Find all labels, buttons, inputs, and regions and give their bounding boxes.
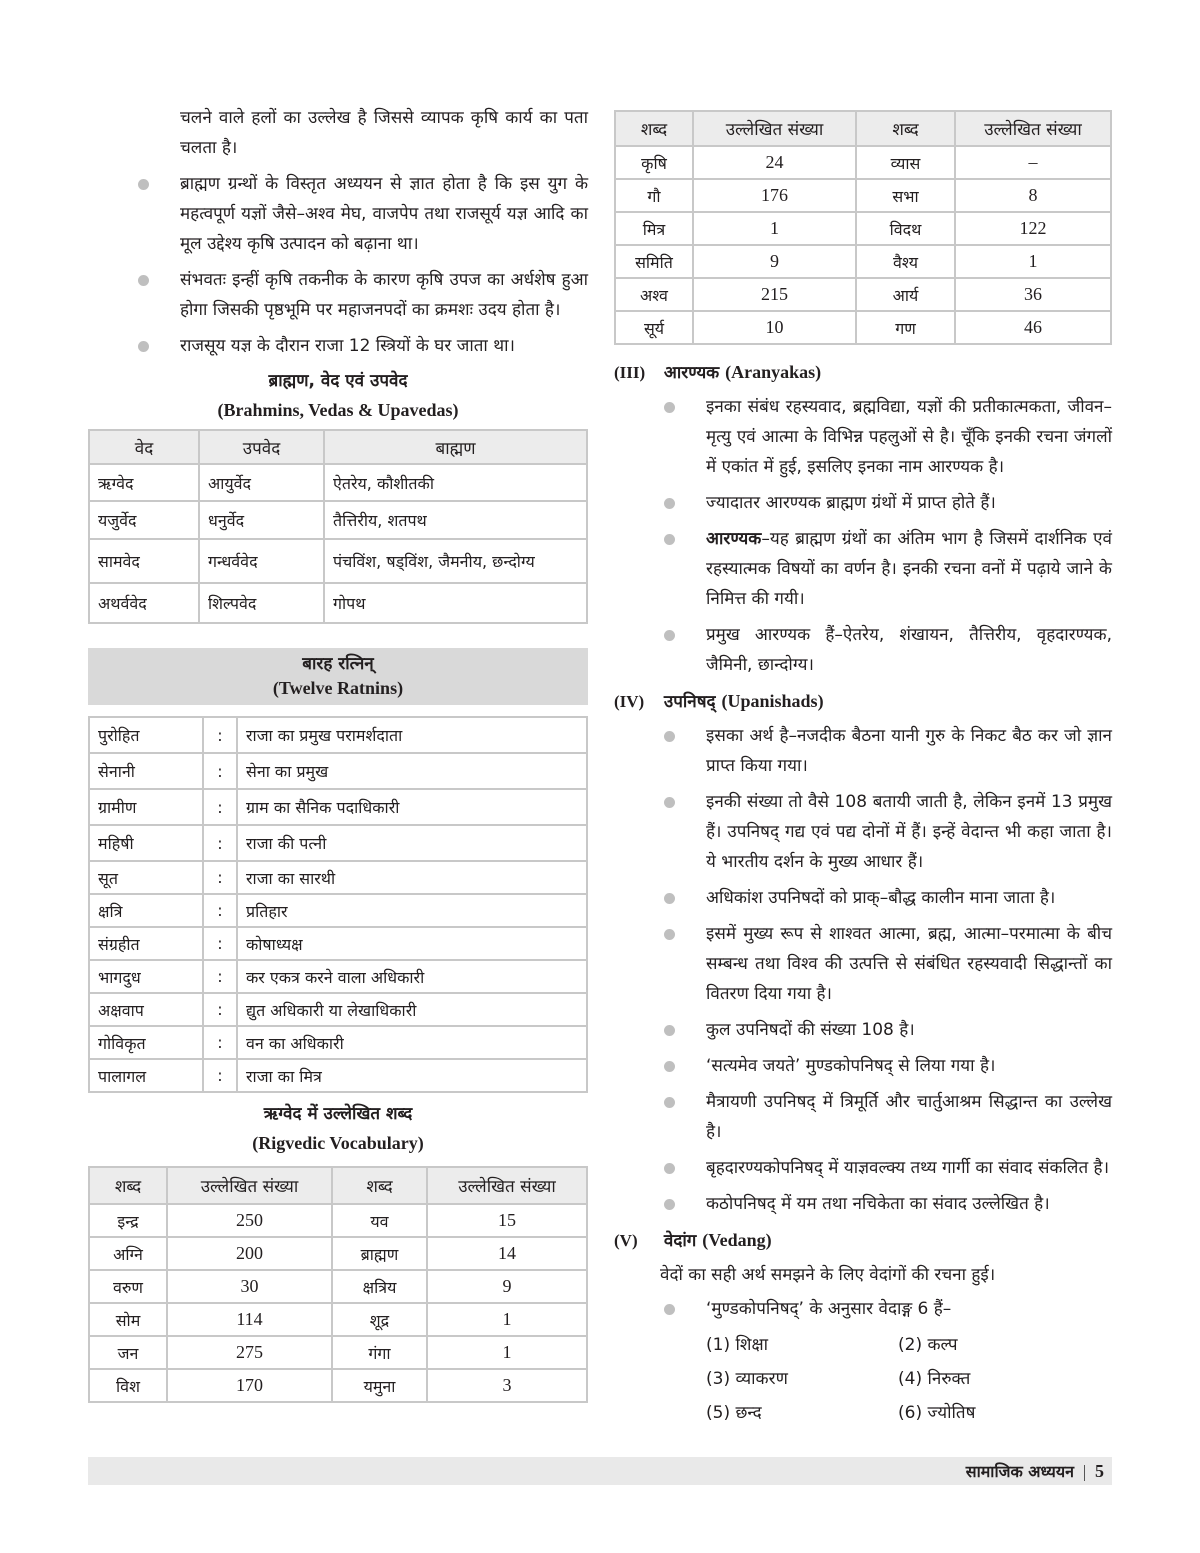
table-row: [615, 146, 1111, 179]
count-cell: 114: [167, 1303, 332, 1336]
count-cell: 122: [955, 212, 1111, 245]
table-row: [89, 1369, 587, 1402]
count-cell: 275: [167, 1336, 332, 1369]
vocab-caption-english: (Rigvedic Vocabulary): [252, 1133, 424, 1153]
ratnin-role: कर एकत्र करने वाला अधिकारी: [237, 960, 587, 993]
table-header: उल्लेखित संख्या: [693, 111, 856, 146]
count-cell: 24: [693, 146, 856, 179]
table-cell: धनुर्वेद: [199, 501, 324, 539]
word-cell: मित्र: [615, 212, 693, 245]
table-header: शब्द: [89, 1167, 167, 1204]
table-cell: यजुर्वेद: [89, 501, 199, 539]
section-number: (IV): [614, 692, 645, 711]
ratnin-colon: :: [203, 861, 237, 894]
table-cell: आयुर्वेद: [199, 464, 324, 501]
table-row: [615, 179, 1111, 212]
table-cell: तैत्तिरीय, शतपथ: [324, 501, 587, 539]
ratnin-role: कोषाध्यक्ष: [237, 927, 587, 960]
table-row: [615, 278, 1111, 311]
ratnin-title: अक्षवाप: [89, 993, 203, 1026]
ratnin-colon: :: [203, 717, 237, 753]
table-row: [615, 212, 1111, 245]
count-cell: 10: [693, 311, 856, 344]
word-cell: जन: [89, 1336, 167, 1369]
word-cell: शूद्र: [332, 1303, 427, 1336]
vedang-bullets: [614, 1294, 1112, 1324]
list-item: ‘सत्यमेव जयते’ मुण्डकोपनिषद् से लिया गया है।: [614, 1051, 1112, 1081]
count-cell: 30: [167, 1270, 332, 1303]
ratnin-colon: :: [203, 753, 237, 789]
table-header: उल्लेखित संख्या: [427, 1167, 587, 1204]
list-item: अधिकांश उपनिषदों को प्राक्–बौद्ध कालीन माना जाता है।: [614, 883, 1112, 913]
count-cell: 15: [427, 1204, 587, 1237]
vedas-table-caption: [88, 367, 588, 425]
ratnins-heading-english: (Twelve Ratnins): [272, 678, 404, 698]
ratnin-role: राजा का प्रमुख परामर्शदाता: [237, 717, 587, 753]
table-cell: अथर्ववेद: [89, 583, 199, 623]
word-cell: सभा: [856, 179, 955, 212]
ratnin-role: राजा का सारथी: [237, 861, 587, 894]
table-header: शब्द: [615, 111, 693, 146]
count-cell: 1: [427, 1303, 587, 1336]
word-cell: ब्राह्मण: [332, 1237, 427, 1270]
count-cell: 8: [955, 179, 1111, 212]
vedang-items: [614, 1330, 1112, 1428]
ratnin-title: सूत: [89, 861, 203, 894]
ratnins-heading-hindi: बारह रत्निन्: [302, 654, 374, 674]
ratnin-title: ग्रामीण: [89, 789, 203, 825]
list-item: [614, 524, 1112, 614]
table-row: [89, 1059, 587, 1092]
table-cell: ऋग्वेद: [89, 464, 199, 501]
vedang-heading: [614, 1225, 1112, 1256]
word-cell: क्षत्रिय: [332, 1270, 427, 1303]
vedas-table-body: [89, 464, 587, 623]
word-cell: इन्द्र: [89, 1204, 167, 1237]
ratnin-title: पालागल: [89, 1059, 203, 1092]
list-item: इनका संबंध रहस्यवाद, ब्रह्मविद्या, यज्ञों की प्रतीकात्मकता, जीवन–मृत्यु एवं आत्मा के विभिन्न पहलुओं से है। चूँकि इनकी रचना जंगलों में एकांत में हुई, इसलिए इनका नाम आरण्यक है।: [614, 392, 1112, 482]
table-row: [89, 1204, 587, 1237]
count-cell: 9: [427, 1270, 587, 1303]
vocab-caption-hindi: ऋग्वेद में उल्लेखित शब्द: [263, 1104, 413, 1124]
word-cell: विदथ: [856, 212, 955, 245]
table-row: [89, 753, 587, 789]
list-item: इसका अर्थ है–नजदीक बैठना यानी गुरु के निकट बैठ कर जो ज्ञान प्राप्त किया गया।: [614, 721, 1112, 781]
ratnin-colon: :: [203, 789, 237, 825]
list-item: इसमें मुख्य रूप से शाश्वत आत्मा, ब्रह्म, आत्मा–परमात्मा के बीच सम्बन्ध तथा विश्व की उत्पत्ति से संबंधित रहस्यवादी सिद्धान्तों का वितरण दिया गया है।: [614, 919, 1112, 1009]
table-header: शब्द: [856, 111, 955, 146]
ratnins-table-body: [89, 717, 587, 1092]
vocab-table-caption: [88, 1100, 588, 1158]
ratnin-colon: :: [203, 894, 237, 927]
ratnin-title: पुरोहित: [89, 717, 203, 753]
count-cell: 36: [955, 278, 1111, 311]
count-cell: 250: [167, 1204, 332, 1237]
right-column: [614, 0, 1112, 1428]
count-cell: 170: [167, 1369, 332, 1402]
table-row: [89, 583, 587, 623]
word-cell: समिति: [615, 245, 693, 278]
table-row: [89, 464, 587, 501]
table-row: [89, 861, 587, 894]
count-cell: 215: [693, 278, 856, 311]
ratnin-colon: :: [203, 825, 237, 861]
word-cell: सोम: [89, 1303, 167, 1336]
word-cell: गंगा: [332, 1336, 427, 1369]
section-title-english: (Aranyakas): [725, 362, 822, 382]
table-row: [89, 960, 587, 993]
count-cell: 14: [427, 1237, 587, 1270]
word-cell: विश: [89, 1369, 167, 1402]
table-cell: गोपथ: [324, 583, 587, 623]
table-cell: ऐतरेय, कौशीतकी: [324, 464, 587, 501]
table-header: उल्लेखित संख्या: [955, 111, 1111, 146]
ratnin-role: राजा की पत्नी: [237, 825, 587, 861]
upanishads-bullets: [614, 721, 1112, 1219]
section-title-hindi: उपनिषद्: [663, 692, 716, 712]
word-cell: यमुना: [332, 1369, 427, 1402]
table-row: [89, 927, 587, 960]
ratnin-role: सेना का प्रमुख: [237, 753, 587, 789]
count-cell: 1: [427, 1336, 587, 1369]
bullet-text: –यह ब्राह्मण ग्रंथों का अंतिम भाग है जिसमें दार्शनिक एवं रहस्यात्मक विषयों का वर्णन है। इनकी रचना वनों में पढ़ाये जाने के निमित्त की गयी।: [706, 529, 1112, 609]
table-cell: पंचविंश, षड्विंश, जैमनीय, छन्दोग्य: [324, 539, 587, 583]
list-item: बृहदारण्यकोपनिषद् में याज्ञवल्क्य तथ्य गार्गी का संवाद संकलित है।: [614, 1153, 1112, 1183]
ratnin-title: संग्रहीत: [89, 927, 203, 960]
list-item: ब्राह्मण ग्रन्थों के विस्तृत अध्ययन से ज्ञात होता है कि इस युग के महत्वपूर्ण यज्ञों जैसे–अश्व मेघ, वाजपेप तथा राजसूर्य यज्ञ आदि का मूल उद्देश्य कृषि उत्पादन को बढ़ाना था।: [88, 169, 588, 259]
bold-lead: आरण्यक: [706, 529, 762, 549]
word-cell: वैश्य: [856, 245, 955, 278]
word-cell: वरुण: [89, 1270, 167, 1303]
word-cell: व्यास: [856, 146, 955, 179]
count-cell: 9: [693, 245, 856, 278]
footer-divider: [1084, 1465, 1085, 1481]
section-title-hindi: आरण्यक: [663, 363, 720, 383]
vocab-table-continued-body: [615, 146, 1111, 344]
ratnin-colon: :: [203, 1026, 237, 1059]
section-title-english: (Upanishads): [721, 691, 824, 711]
table-row: [89, 501, 587, 539]
table-row: [89, 1237, 587, 1270]
word-cell: गौ: [615, 179, 693, 212]
list-item: संभवतः इन्हीं कृषि तकनीक के कारण कृषि उपज का अर्धशेष हुआ होगा जिसकी पृष्ठभूमि पर महाजनपदों का क्रमशः उदय होता है।: [88, 265, 588, 325]
table-cell: शिल्पवेद: [199, 583, 324, 623]
ratnin-title: भागदुध: [89, 960, 203, 993]
section-title-hindi: वेदांग: [663, 1231, 697, 1251]
table-row: [89, 1336, 587, 1369]
vedang-item: (5) छन्द: [706, 1403, 762, 1423]
aranyakas-heading: [614, 357, 1112, 388]
word-cell: अग्नि: [89, 1237, 167, 1270]
count-cell: 46: [955, 311, 1111, 344]
list-item: कठोपनिषद् में यम तथा नचिकेता का संवाद उल्लेखित है।: [614, 1189, 1112, 1219]
list-item: राजसूय यज्ञ के दौरान राजा 12 स्त्रियों के घर जाता था।: [88, 331, 588, 361]
vedang-item: (1) शिक्षा: [706, 1335, 769, 1355]
word-cell: गण: [856, 311, 955, 344]
table-row: [615, 311, 1111, 344]
table-row: [89, 825, 587, 861]
ratnin-role: ग्राम का सैनिक पदाधिकारी: [237, 789, 587, 825]
table-header: उल्लेखित संख्या: [167, 1167, 332, 1204]
left-column: [88, 0, 588, 1403]
ratnin-colon: :: [203, 960, 237, 993]
table-header: वेद: [89, 430, 199, 464]
ratnins-table: [88, 716, 588, 1093]
count-cell: 200: [167, 1237, 332, 1270]
vedas-table: [88, 429, 588, 624]
list-item: ‘मुण्डकोपनिषद्’ के अनुसार वेदाङ्ग 6 हैं–: [614, 1294, 1112, 1324]
count-cell: 176: [693, 179, 856, 212]
count-cell: 3: [427, 1369, 587, 1402]
section-number: (V): [614, 1231, 638, 1250]
table-row: [89, 993, 587, 1026]
vedas-caption-hindi: ब्राह्मण, वेद एवं उपवेद: [268, 371, 408, 391]
ratnin-title: क्षत्रि: [89, 894, 203, 927]
ratnin-colon: :: [203, 993, 237, 1026]
table-row: [89, 539, 587, 583]
table-row: [89, 717, 587, 753]
table-row: [89, 789, 587, 825]
page-footer: [88, 1457, 1112, 1485]
vedang-item: (3) व्याकरण: [706, 1369, 788, 1389]
list-item: कुल उपनिषदों की संख्या 108 है।: [614, 1015, 1112, 1045]
upanishads-heading: [614, 686, 1112, 717]
list-item: मैत्रायणी उपनिषद् में त्रिमूर्ति और चार्तुआश्रम सिद्धान्त का उल्लेख है।: [614, 1087, 1112, 1147]
table-row: [89, 1303, 587, 1336]
word-cell: यव: [332, 1204, 427, 1237]
table-cell: गन्धर्ववेद: [199, 539, 324, 583]
table-row: [89, 1026, 587, 1059]
ratnin-role: प्रतिहार: [237, 894, 587, 927]
list-item: प्रमुख आरण्यक हैं–ऐतरेय, शंखायन, तैत्तिरीय, वृहदारण्यक, जैमिनी, छान्दोग्य।: [614, 620, 1112, 680]
intro-paragraph: चलने वाले हलों का उल्लेख है जिससे व्यापक कृषि कार्य का पता चलता है।: [180, 108, 588, 158]
table-row: [89, 894, 587, 927]
vocab-table-continued: [614, 110, 1112, 345]
ratnin-title: गोविकृत: [89, 1026, 203, 1059]
ratnin-role: द्युत अधिकारी या लेखाधिकारी: [237, 993, 587, 1026]
count-cell: –: [955, 146, 1111, 179]
table-header: शब्द: [332, 1167, 427, 1204]
ratnin-colon: :: [203, 927, 237, 960]
vocab-table: [88, 1166, 588, 1403]
footer-subject: सामाजिक अध्ययन: [965, 1462, 1074, 1481]
vedang-item: (4) निरुक्त: [898, 1369, 971, 1389]
section-title-english: (Vedang): [702, 1230, 772, 1250]
word-cell: सूर्य: [615, 311, 693, 344]
word-cell: अश्व: [615, 278, 693, 311]
table-header: उपवेद: [199, 430, 324, 464]
vocab-table-body: [89, 1204, 587, 1402]
word-cell: कृषि: [615, 146, 693, 179]
list-item: इनकी संख्या तो वैसे 108 बतायी जाती है, लेकिन इनमें 13 प्रमुख हैं। उपनिषद् गद्य एवं पद्य दोनों में हैं। इन्हें वेदान्त भी कहा जाता है। ये भारतीय दर्शन के मुख्य आधार हैं।: [614, 787, 1112, 877]
count-cell: 1: [955, 245, 1111, 278]
vedang-intro: वेदों का सही अर्थ समझने के लिए वेदांगों की रचना हुई।: [660, 1265, 996, 1285]
list-item: ज्यादातर आरण्यक ब्राह्मण ग्रंथों में प्राप्त होते हैं।: [614, 488, 1112, 518]
ratnin-title: महिषी: [89, 825, 203, 861]
vedang-item: (6) ज्योतिष: [898, 1403, 976, 1423]
table-row: [89, 1270, 587, 1303]
vedang-item: (2) कल्प: [898, 1335, 958, 1355]
section-number: (III): [614, 363, 646, 382]
table-cell: सामवेद: [89, 539, 199, 583]
page-number: 5: [1095, 1461, 1104, 1481]
count-cell: 1: [693, 212, 856, 245]
ratnin-role: वन का अधिकारी: [237, 1026, 587, 1059]
ratnin-title: सेनानी: [89, 753, 203, 789]
table-header: बाह्मण: [324, 430, 587, 464]
ratnin-role: राजा का मित्र: [237, 1059, 587, 1092]
ratnins-heading: [88, 648, 588, 705]
table-row: [615, 245, 1111, 278]
word-cell: आर्य: [856, 278, 955, 311]
ratnin-colon: :: [203, 1059, 237, 1092]
vedas-caption-english: (Brahmins, Vedas & Upavedas): [217, 400, 459, 420]
aranyakas-bullets: [614, 392, 1112, 680]
agriculture-bullets: [88, 169, 588, 361]
